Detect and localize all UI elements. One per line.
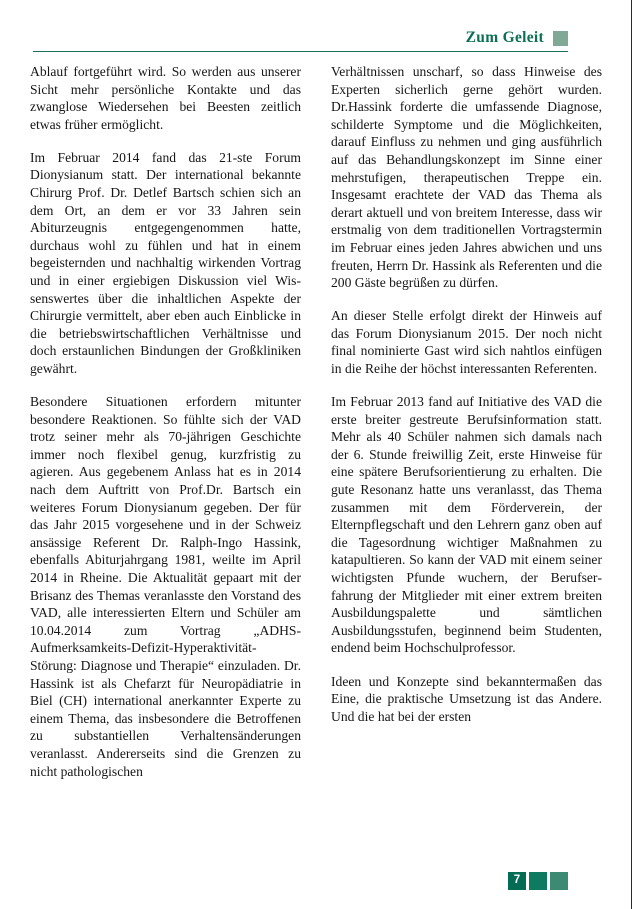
paragraph: An dieser Stelle erfolgt direkt der Hinweis auf das Forum Dionysianum 2015. Der noch nicht final nominierte Gast wird sich nahtlos einfügen in die Reihe der höchst interessanten Referenten.	[331, 308, 602, 376]
paragraph: Im Februar 2014 fand das 21-ste Forum Dionysianum statt. Der international bekannte Chirurg Prof. Dr. Detlef Bartsch schien sich an dem Ort, an dem er vor 33 Jahren sein Abiturzeugnis entgegengenommen hatte, durchaus wohl zu fühlen und hat in einem begeisternden und nachhaltig wirkenden Vortrag und in einer ergiebigen Diskussion viel Wissenswertes über die inhaltlichen Aspekte der Chirurgie vermittelt, aber eben auch Einblicke in die betriebswirtschaftlichen Verhältnisse und doch erstaunlichen Bindungen der Großkliniken gewährt.	[30, 149, 301, 376]
running-head-square-icon	[553, 31, 568, 46]
body-columns	[30, 63, 602, 853]
paragraph: Verhältnissen unscharf, so dass Hinweise des Experten sicherlich gerne gehört wurden. Dr.Hassink forderte die umfassende Diagnose, schilderte Symptome und die Möglichkeiten, darauf Einfluss zu nehmen und ging ausführlich auf das Behandlungskonzept im Sinne einer mehrstufigen, therapeutischen Treppe ein. Insgesamt erachtete der VAD das Thema als derart aktuell und von breitem Interesse, dass wir erstmalig von dem traditionellen Vortragstermin im Februar eines jeden Jahres abwichen und uns freuten, Herrn Dr. Hassink als Referenten und die 200 Gäste begrüßen zu dürfen.	[331, 64, 602, 291]
paragraph: Ablauf fortgeführt wird. So werden aus unserer Sicht mehr persönliche Kontakte und das zwanglose Wiedersehen bei Beesten zeitlich etwas früher ermöglicht.	[30, 64, 301, 132]
running-head-title: Zum Geleit	[465, 29, 544, 46]
footer-square-two-icon	[529, 872, 547, 890]
running-head	[33, 26, 568, 50]
footer-square-three-icon	[550, 872, 568, 890]
page-right-border	[631, 0, 632, 909]
paragraph: Im Februar 2013 fand auf Initiative des VAD die erste breiter gestreute Berufsinformation statt. Mehr als 40 Schüler nahmen sich damals nach der 6. Stunde freiwillig Zeit, erste Hinweise für eine spätere Berufsorientierung zu erhalten. Die gute Resonanz hatte uns veranlasst, das Thema zusammen mit dem Förderverein, der Elternpflegschaft und den Lehrern ganz oben auf die Tagesordnung wichtiger Maßnahmen zu katapultieren. So kann der VAD mit einem seiner wichtigsten Pfunde wuchern, der Berufserfahrung der Mitglieder mit einer extrem breiten Ausbildungspalette und sämtlichen Ausbildungsstufen, beginnend beim Studenten, endend beim Hochschulprofessor.	[331, 394, 602, 656]
paragraph: Besondere Situationen erfordern mitunter besondere Reaktionen. So fühlte sich der VAD trotz seiner mehr als 70-jährigen Geschichte immer noch flexibel genug, kurzfristig zu agieren. Aus gegebenem Anlass hat es in 2014 nach dem Auftritt von Prof.Dr. Bartsch ein weiteres Forum Dionysianum gegeben. Der für das Jahr 2015 vorgesehene und in der Schweiz ansässige Referent Dr. Ralph-Ingo Hassink, ebenfalls Abiturjahrgang 1981, weilte im April 2014 in Rheine. Die Aktualität gepaart mit der Brisanz des Themas veranlasste den Vorstand des VAD, alle interessierten Eltern und Schüler am 10.04.2014 zum Vortrag „ADHS-Aufmerksamkeits-Defizit-Hyperaktivität-Störung: Diagnose und Therapie“ einzuladen. Dr. Hassink ist als Chefarzt für Neuropädiatrie in Biel (CH) international anerkannter Experte zu einem Thema, das insbesondere die Betroffenen zu substantiellen Verhaltensänderungen veranlasst. Andererseits sind die Grenzen zu nicht pathologischen	[30, 394, 301, 779]
header-divider	[33, 51, 568, 52]
page-number: 7	[508, 872, 526, 890]
column-left	[30, 63, 301, 853]
column-right	[331, 63, 602, 853]
page-footer	[33, 872, 568, 890]
paragraph: Ideen und Konzepte sind bekanntermaßen das Eine, die praktische Umsetzung ist das Andere. Und die hat bei der ersten	[331, 673, 602, 724]
